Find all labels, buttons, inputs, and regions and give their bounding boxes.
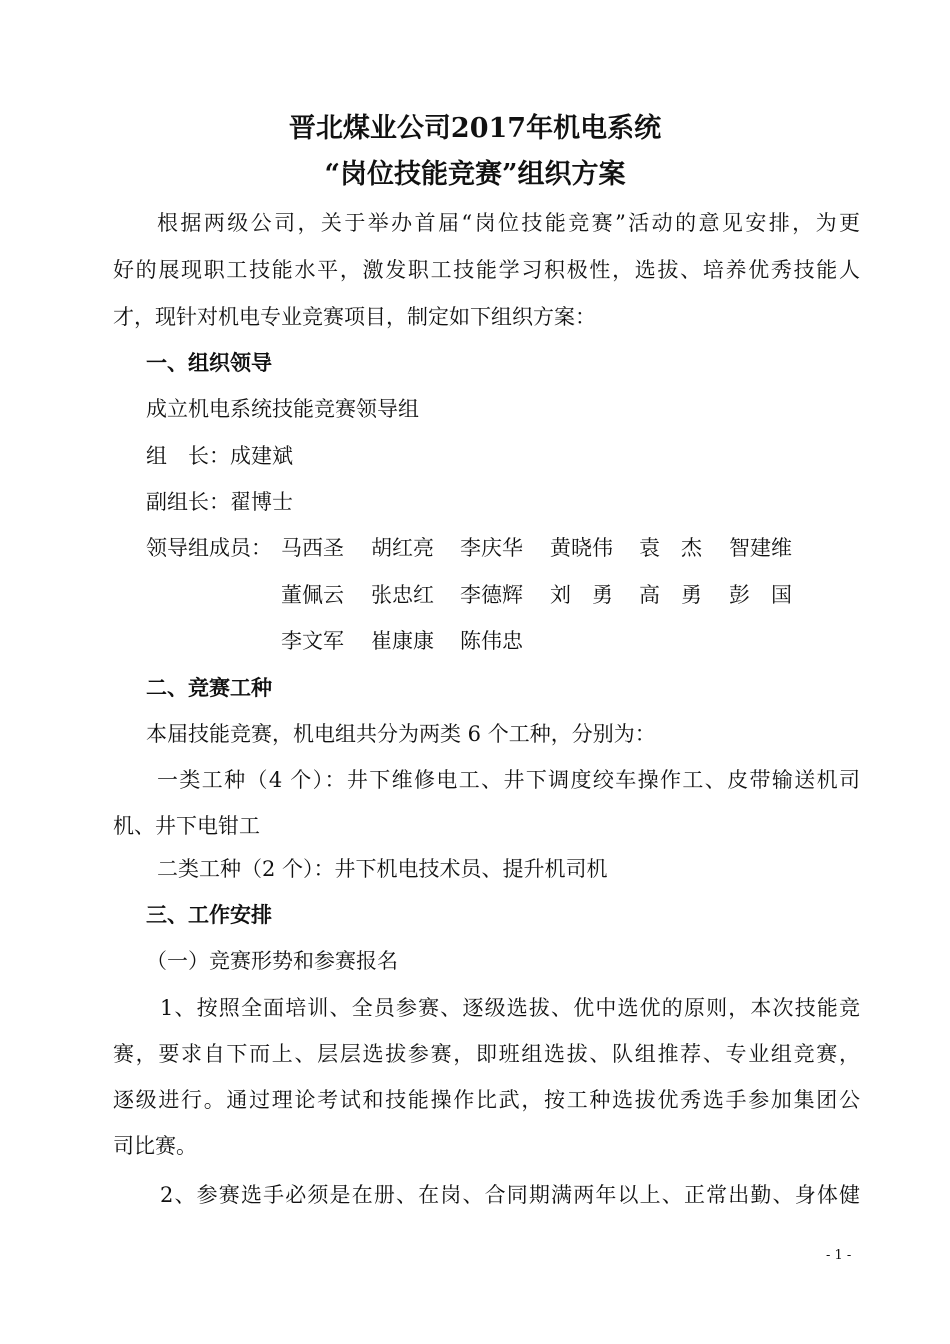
member-name: 袁 杰 (639, 536, 702, 560)
leader-label: 组 长： (146, 444, 230, 468)
section-heading-organization: 一、组织领导 (146, 350, 272, 375)
section-heading-competition-types: 二、竞赛工种 (146, 675, 272, 700)
deputy-name: 翟博士 (230, 490, 293, 514)
members-label: 领导组成员： (146, 536, 272, 560)
member-name: 彭 国 (729, 583, 792, 607)
member-name: 胡红亮 (371, 536, 434, 560)
category-one-line-1: 一类工种（4 个）：井下维修电工、井下调度绞车操作工、皮带输送机司 (157, 768, 860, 792)
deputy-row (146, 487, 293, 517)
subsection-heading-registration: （一）竞赛形势和参赛报名 (146, 949, 398, 973)
member-name: 陈伟忠 (460, 629, 523, 653)
paragraph-1-line-2: 赛，要求自下而上、层层选拔参赛，即班组选拔、队组推荐、专业组竞赛， (113, 1042, 860, 1066)
member-name: 李文军 (281, 629, 344, 653)
member-name: 黄晓伟 (550, 536, 613, 560)
deputy-label: 副组长： (146, 490, 230, 514)
leadership-group-line: 成立机电系统技能竞赛领导组 (146, 397, 419, 421)
member-name: 张忠红 (371, 583, 434, 607)
section-heading-work-arrangement: 三、工作安排 (146, 902, 272, 927)
paragraph-1-line-3: 逐级进行。通过理论考试和技能操作比武，按工种选拔优秀选手参加集团公 (113, 1088, 860, 1112)
intro-line-1: 根据两级公司，关于举办首届“岗位技能竞赛”活动的意见安排，为更 (157, 211, 860, 235)
paragraph-2-line-1: 2、参赛选手必须是在册、在岗、合同期满两年以上、正常出勤、身体健 (160, 1183, 860, 1207)
category-one-line-2: 机、井下电钳工 (113, 814, 260, 838)
member-name: 高 勇 (639, 583, 702, 607)
member-name: 李德辉 (460, 583, 523, 607)
page-number: - 1 - (826, 1248, 852, 1263)
member-name: 李庆华 (460, 536, 523, 560)
category-two-line: 二类工种（2 个）：井下机电技术员、提升机司机 (157, 857, 608, 881)
paragraph-1-line-4: 司比赛。 (113, 1134, 197, 1158)
member-name: 智建维 (729, 536, 792, 560)
leader-name: 成建斌 (230, 444, 293, 468)
intro-line-3: 才，现针对机电专业竞赛项目，制定如下组织方案： (113, 305, 596, 329)
member-name: 刘 勇 (550, 583, 613, 607)
intro-line-2: 好的展现职工技能水平，激发职工技能学习积极性，选拔、培养优秀技能人 (113, 258, 860, 282)
member-name: 崔康康 (371, 629, 434, 653)
leader-row (146, 441, 293, 471)
document-title-line2: “岗位技能竞赛”组织方案 (324, 159, 626, 190)
member-name: 董佩云 (281, 583, 344, 607)
competition-summary-line: 本届技能竞赛，机电组共分为两类 6 个工种，分别为： (146, 722, 656, 746)
member-name: 马西圣 (281, 536, 344, 560)
document-title-line1: 晋北煤业公司2017年机电系统 (288, 113, 662, 144)
paragraph-1-line-1: 1、按照全面培训、全员参赛、逐级选拔、优中选优的原则，本次技能竞 (160, 996, 860, 1020)
